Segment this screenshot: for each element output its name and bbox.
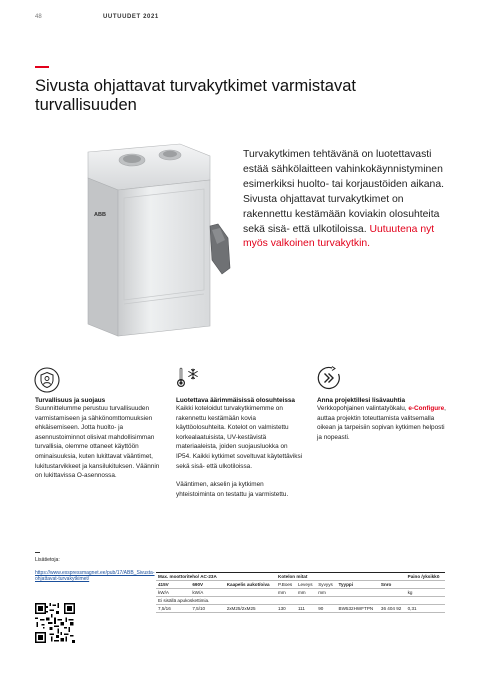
column-project	[317, 397, 449, 442]
text-before: Verkkopohjainen valintatyökalu,	[317, 405, 407, 412]
th-snro: Snro	[379, 581, 406, 589]
th-weight: Paino /yksikkö	[406, 573, 445, 581]
product-brand-label: ABB	[94, 212, 106, 218]
cell-weight: 0,31	[406, 605, 445, 613]
column-heading: Anna projektillesi lisävauhtia	[317, 397, 406, 404]
lead-highlight: Uutuutena nyt myös valkoinen turvakytkin.	[243, 223, 435, 250]
text-after: , auttaa projektin toteuttamista valitsemalla oikean ja tarpeisiin sopivan kytkimen helposti ja nopeasti.	[317, 405, 446, 441]
e-configure-link[interactable]: e-Configure	[408, 405, 445, 412]
cell-height: 130	[276, 605, 296, 613]
cell-690v: 7,5/10	[190, 605, 224, 613]
lead-text: Turvakytkimen tehtävänä on luotettavasti estää sähkölaitteen vahinkokäynnistyminen esimerkiksi huolto- tai korjaustöiden aikana. Sivusta ohjattavat turvakytkimet on rakennettu kestämään koviakin olosuhteita sekä sisä- että ulkotiloissa.	[243, 149, 444, 235]
lead-paragraph	[243, 148, 453, 252]
th-motor: Max. moottoriteho/ AC-23A	[156, 573, 225, 581]
article-title: Sivusta ohjattavat turvakytkimet varmistavat turvallisuuden	[35, 77, 356, 114]
accent-bar	[35, 66, 49, 68]
cell-depth: 90	[316, 605, 336, 613]
unit-depth: mm	[316, 589, 336, 597]
th-width: Leveys	[296, 581, 316, 589]
safety-switch-image	[60, 140, 235, 345]
footer-rule	[35, 552, 40, 553]
cell-snro: 36 404 92	[379, 605, 406, 613]
running-title: UUTUUDET 2021	[103, 14, 159, 20]
spec-table	[156, 572, 445, 613]
safety-shield-person-icon	[34, 367, 60, 393]
th-height: P.Boes	[276, 581, 296, 589]
table-row	[156, 605, 445, 613]
th-type: Tyyppi	[337, 581, 379, 589]
more-info-link[interactable]: https://www.exspressmagnet.ee/pub/17/ABB_Sivusta-ohjattavat-turvakytkimet/	[35, 570, 155, 583]
th-400v: 415V	[156, 581, 190, 589]
page-number: 48	[35, 14, 42, 20]
cell-cable: 2xM25/2xM25	[225, 605, 276, 613]
table-section: Ei sisällä apukoskettimia.	[156, 597, 445, 605]
column-heading: Luotettava äärimmäisissä olosuhteissa	[176, 397, 295, 404]
unit-690v: kW/A	[190, 589, 224, 597]
column-text: Kaikki koteloidut turvakytkimemme on rakennettu kestämään kovia käyttöolosuhteita. Kotelot on valmistettu korkealaatuisista, UV-kestävistä materiaaleista, joiden suojausluokka on IP54. Kaikki kytkimet soveltuvat käytettäviksi sekä sisä- että ulkotiloissa.	[176, 405, 303, 470]
unit-400v: kW/A	[156, 589, 190, 597]
fast-forward-circle-icon	[316, 365, 342, 391]
th-cable: Kaapelis aukot/oiva	[225, 581, 276, 589]
cell-width: 111	[296, 605, 316, 613]
unit-width: mm	[296, 589, 316, 597]
th-690v: 690V	[190, 581, 224, 589]
thermometer-snowflake-icon	[175, 365, 201, 391]
cell-type: BW532HWFTPN	[337, 605, 379, 613]
column-text	[317, 404, 449, 442]
qr-code[interactable]	[35, 603, 75, 643]
column-heading: Turvallisuus ja suojaus	[35, 397, 106, 404]
column-conditions	[176, 397, 304, 499]
unit-weight: kg	[406, 589, 445, 597]
column-safety	[35, 397, 160, 481]
th-enclosure: Kotelon mitat	[276, 573, 337, 581]
links-heading: Lisätietoja:	[35, 557, 60, 563]
column-text-2: Vääntimen, akselin ja kytkimen yhteistoiminta on testattu ja varmistettu.	[176, 481, 289, 498]
unit-height: mm	[276, 589, 296, 597]
cell-400v: 7,5/16	[156, 605, 190, 613]
th-depth: Syvyys	[316, 581, 336, 589]
column-text: Suunnittelumme perustuu turvallisuuden varmistamiseen ja sähkönomttomuuksien ehkäisemiseen. Jotta huolto- ja asennustoiminnot olisivat mahdollisimman turvallisia, olemme ottaneet käyttöön ominaisuuksia, kuten lukittavat vääntimet, lukitustarvikkeet ja kansilukituksen. Väännin on lukittavissa O-asennossa.	[35, 405, 160, 480]
